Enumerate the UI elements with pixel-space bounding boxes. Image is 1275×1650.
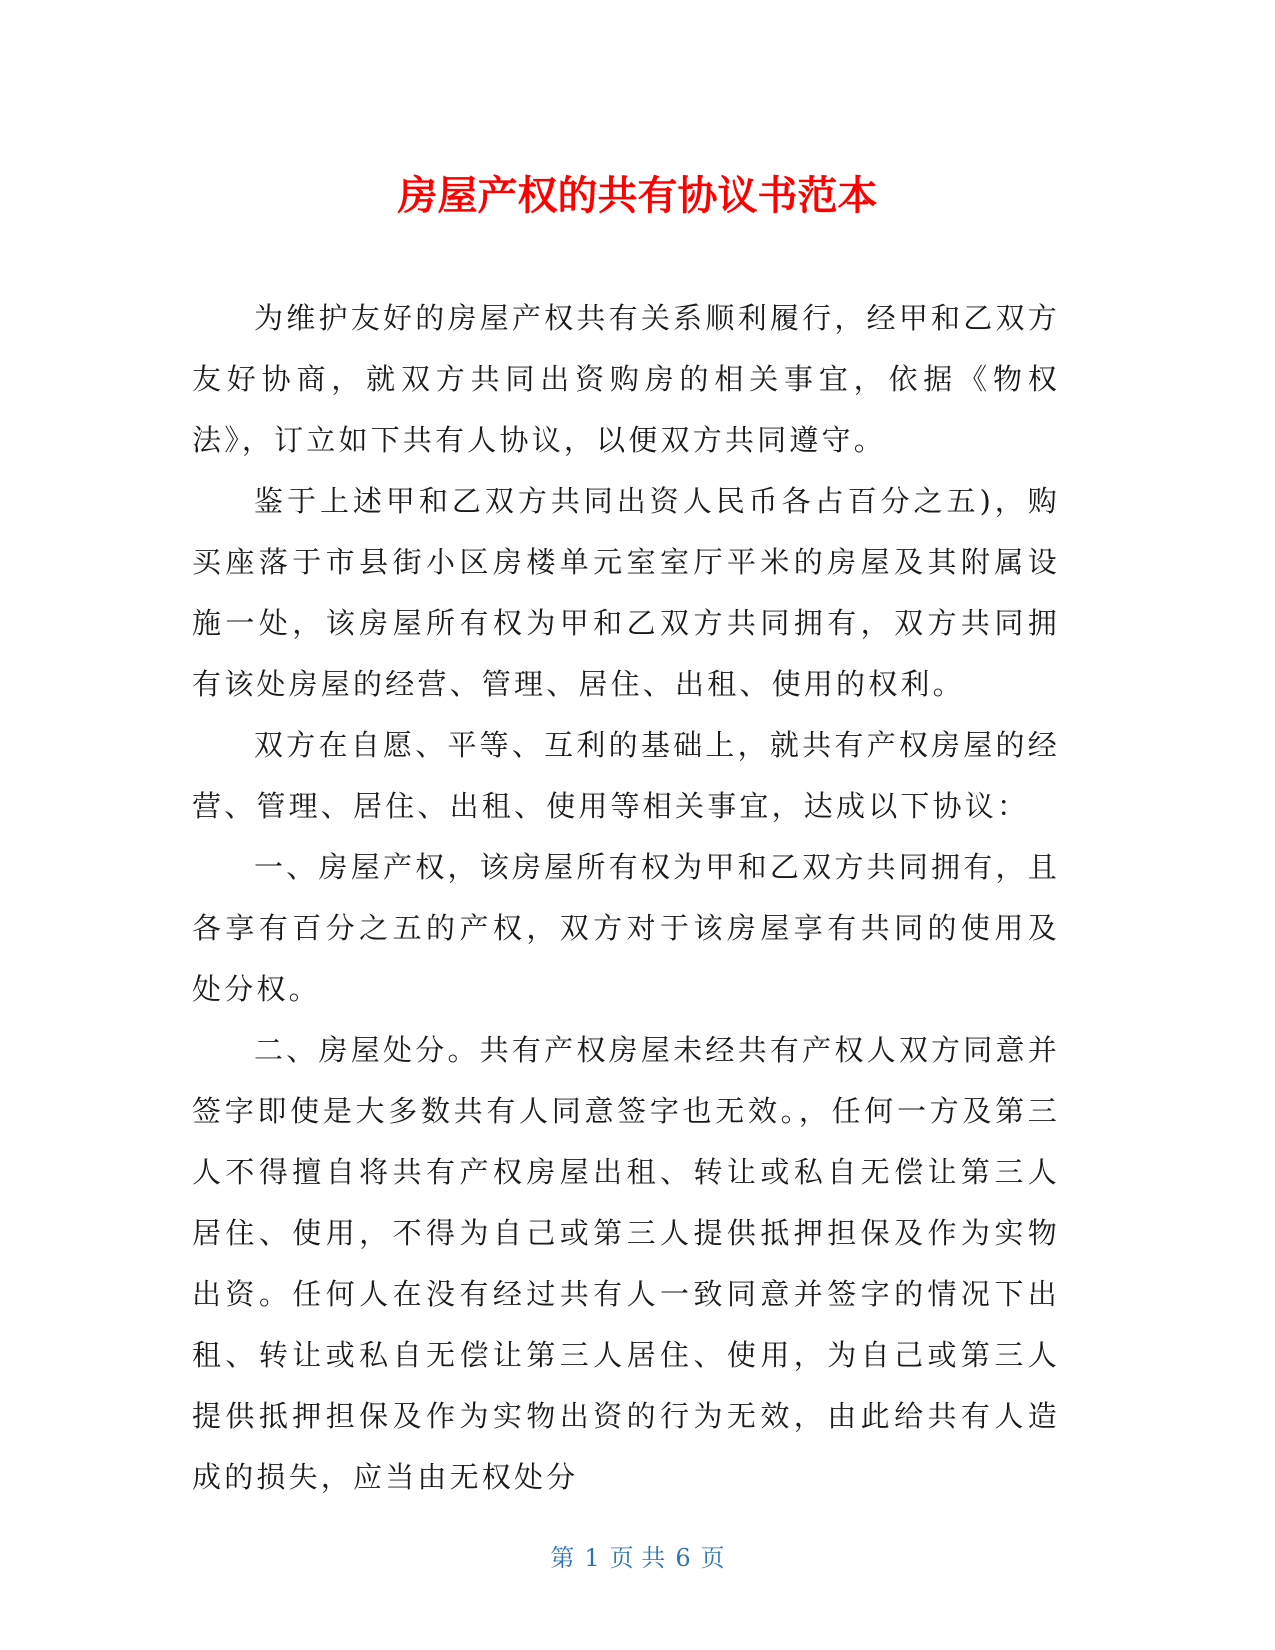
document-body	[192, 288, 1060, 1508]
footer-current-page: 1	[584, 1544, 600, 1572]
footer-suffix: 页	[700, 1544, 725, 1572]
footer-mid: 页 共	[609, 1544, 666, 1572]
paragraph-intro: 为维护友好的房屋产权共有关系顺利履行，经甲和乙双方友好协商，就双方共同出资购房的相关事宜，依据《物权法》，订立如下共有人协议，以便双方共同遵守。	[192, 301, 1060, 457]
paragraph-clause-1: 一、房屋产权，该房屋所有权为甲和乙双方共同拥有，且各享有百分之五的产权，双方对于该房屋享有共同的使用及处分权。	[192, 850, 1060, 1006]
paragraph-premise: 鉴于上述甲和乙双方共同出资人民币各占百分之五)，购买座落于市县街小区房楼单元室室厅平米的房屋及其附属设施一处，该房屋所有权为甲和乙双方共同拥有，双方共同拥有该处房屋的经营、管理、居住、出租、使用的权利。	[192, 484, 1060, 701]
paragraph-agreement-basis: 双方在自愿、平等、互利的基础上，就共有产权房屋的经营、管理、居住、出租、使用等相关事宜，达成以下协议：	[192, 728, 1060, 823]
page-number-footer	[0, 1543, 1275, 1573]
document-title: 房屋产权的共有协议书范本	[397, 173, 878, 219]
paragraph-clause-2: 二、房屋处分。共有产权房屋未经共有产权人双方同意并签字即使是大多数共有人同意签字也无效。，任何一方及第三人不得擅自将共有产权房屋出租、转让或私自无偿让第三人居住、使用，不得为自己或第三人提供抵押担保及作为实物出资。任何人在没有经过共有人一致同意并签字的情况下出租、转让或私自无偿让第三人居住、使用，为自己或第三人提供抵押担保及作为实物出资的行为无效，由此给共有人造成的损失，应当由无权处分	[192, 1033, 1060, 1494]
footer-prefix: 第	[550, 1544, 575, 1572]
footer-total-pages: 6	[675, 1544, 691, 1572]
